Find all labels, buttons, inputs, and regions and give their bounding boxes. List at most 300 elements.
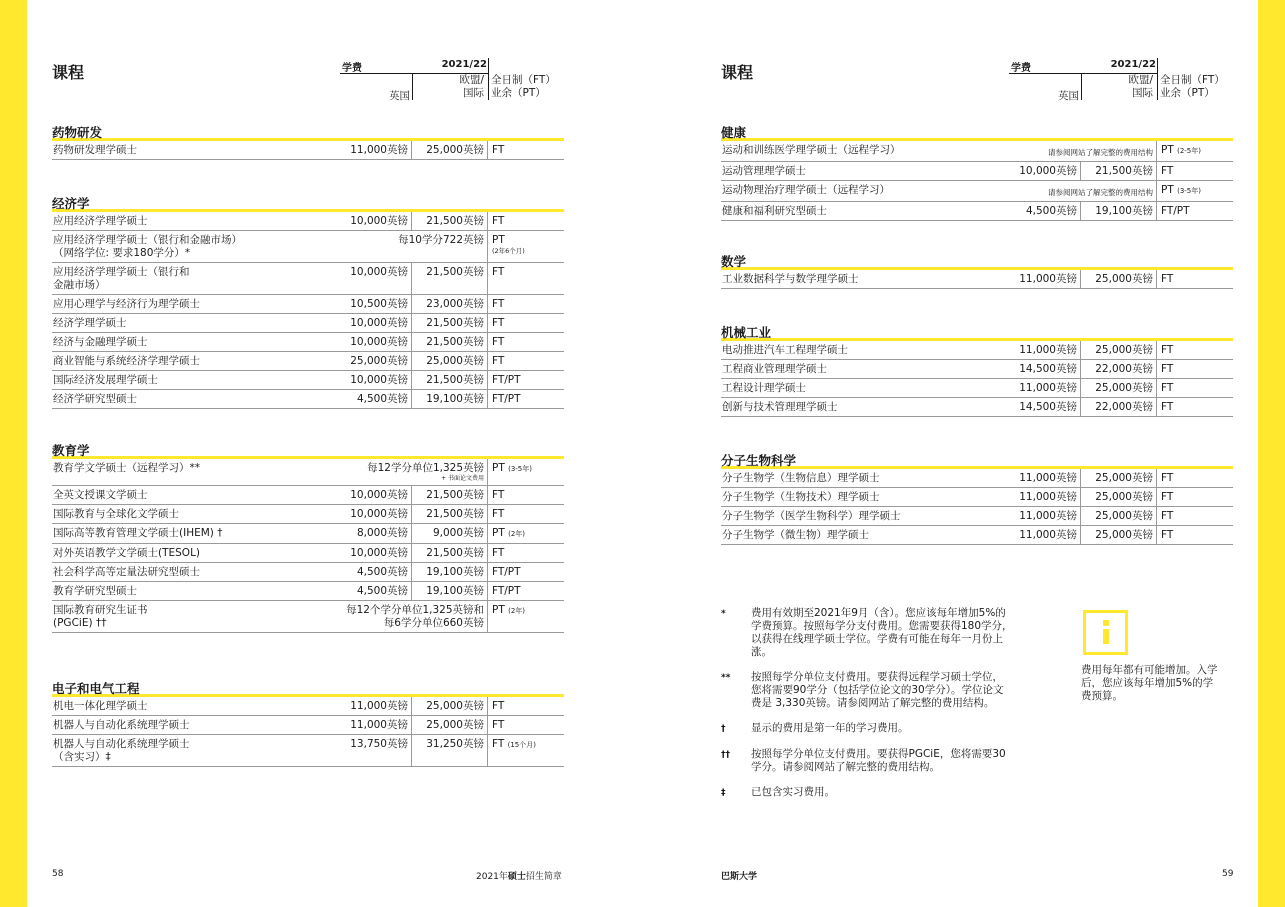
study-mode-text: FT/PT: [492, 585, 521, 597]
info-icon: [1083, 610, 1128, 655]
study-mode: [1157, 162, 1233, 180]
header-mode-line2: 业余（PT）: [491, 87, 546, 99]
table-row: [721, 469, 1233, 488]
program-name-line: 工程设计理学硕士: [722, 382, 806, 394]
table-row: [721, 162, 1233, 181]
fee-uk: 8,000英镑: [340, 524, 412, 543]
program-name: [52, 582, 340, 600]
program-name: [52, 333, 340, 351]
table-row: [52, 352, 564, 371]
footnote-symbol: †: [721, 724, 726, 734]
program-name-line: 机器人与自动化系统理学硕士: [53, 738, 190, 750]
footer-title-bold: 硕士: [507, 872, 526, 882]
right-yellow-edge: [1258, 0, 1285, 907]
program-name-line: 分子生物学（生物技术）理学硕士: [722, 491, 880, 503]
header-fee-label: 学费: [1011, 63, 1031, 74]
section-title: 教育学: [52, 442, 564, 459]
page-number: 58: [52, 869, 64, 879]
study-mode-text: PT: [492, 462, 505, 474]
program-name-line: 国际教育研究生证书: [53, 604, 148, 616]
study-mode-text: FT: [492, 298, 505, 310]
section: [52, 442, 564, 633]
footnote: [721, 748, 1021, 774]
section-title: 经济学: [52, 195, 564, 212]
section-title: 数学: [721, 253, 1233, 270]
fee-intl: 25,000英镑: [412, 716, 488, 734]
study-mode-text: FT: [1161, 273, 1174, 285]
table-row: [721, 181, 1233, 202]
table-row: [721, 141, 1233, 162]
study-mode-text: FT: [492, 489, 505, 501]
section: [721, 452, 1233, 545]
fee-intl: 9,000英镑: [412, 524, 488, 543]
header-fee-label: 学费: [342, 63, 362, 74]
footer-university: 巴斯大学: [721, 872, 758, 882]
program-name-line: 分子生物学（医学生物科学）理学硕士: [722, 510, 901, 522]
header-mode: [491, 74, 556, 100]
table-row: [52, 486, 564, 505]
fee-uk: 4,500英镑: [1009, 202, 1081, 220]
study-mode: [488, 582, 564, 600]
fee-uk: 10,500英镑: [340, 295, 412, 313]
fee-uk: 11,000英镑: [1009, 488, 1081, 506]
header-mode-line1: 全日制（FT）: [491, 74, 556, 86]
study-duration: (2年): [508, 607, 526, 615]
fee-uk: 11,000英镑: [1009, 507, 1081, 525]
fee-uk: 11,000英镑: [1009, 469, 1081, 487]
table-row: [52, 390, 564, 409]
table-row: [721, 526, 1233, 545]
program-name: [52, 459, 340, 485]
study-mode: [1157, 507, 1233, 525]
fee-uk: 13,750英镑: [340, 735, 412, 766]
header-divider: [1081, 74, 1082, 100]
header-mode-line1: 全日制（FT）: [1160, 74, 1225, 86]
fee-uk: 11,000英镑: [1009, 379, 1081, 397]
info-icon-stem: [1103, 629, 1109, 644]
section: [721, 324, 1233, 417]
study-mode-text: FT: [1161, 401, 1174, 413]
study-mode-text: FT/PT: [492, 374, 521, 386]
section: [52, 680, 564, 767]
table-row: [721, 270, 1233, 289]
fee-combined-text: 请参阅网站了解完整的费用结构: [1048, 148, 1153, 157]
study-mode-text: PT: [492, 604, 505, 616]
footnote-text: 已包含实习费用。: [751, 786, 835, 798]
header-divider: [488, 58, 489, 100]
program-name-line: 经济学理学硕士: [53, 317, 127, 329]
footnote: [721, 607, 1021, 659]
fee-uk: 10,000英镑: [340, 505, 412, 523]
footer-title: [476, 869, 562, 882]
section-title: 电子和电气工程: [52, 680, 564, 697]
program-name-line: 应用经济学理学硕士（银行和: [53, 266, 190, 278]
study-mode: [488, 544, 564, 562]
program-name-line: 对外英语教学文学硕士(TESOL): [53, 547, 201, 559]
study-duration: (15个月): [507, 741, 536, 749]
fee-intl: 25,000英镑: [412, 141, 488, 159]
study-duration: (2年): [508, 530, 526, 538]
program-name-line: 经济学研究型硕士: [53, 393, 137, 405]
fee-note: + 书面论文费用: [441, 475, 484, 482]
fee-uk: 10,000英镑: [340, 486, 412, 504]
fee-intl: 25,000英镑: [1081, 341, 1157, 359]
program-name: [52, 716, 340, 734]
section-title: 健康: [721, 124, 1233, 141]
table-row: [721, 360, 1233, 379]
study-mode-text: PT: [492, 527, 505, 539]
program-name: [52, 352, 340, 370]
section-title: 机械工业: [721, 324, 1233, 341]
fee-intl: 21,500英镑: [412, 333, 488, 351]
program-name: [52, 697, 340, 715]
fee-combined-text: 每12个学分单位1,325英镑和: [346, 604, 484, 616]
table-row: [52, 735, 564, 767]
study-mode: [488, 352, 564, 370]
program-name-line: 运动管理理学硕士: [722, 165, 806, 177]
program-name-line: 教育学研究型硕士: [53, 585, 137, 597]
program-name-line: 经济与金融理学硕士: [53, 336, 148, 348]
footnote-text: 显示的费用是第一年的学习费用。: [751, 722, 909, 734]
fee-combined: [340, 459, 488, 485]
program-name-line: 国际高等教育管理文学硕士(IHEM) †: [53, 527, 223, 539]
footnote-text: 费用有效期至2021年9月（含）。您应该每年增加5%的学费预算。按照每学分支付费用。您需要获得180学分，以获得在线理学硕士学位。学费有可能在每年一月份上涨。: [751, 607, 1013, 658]
study-mode: [488, 486, 564, 504]
study-mode: [488, 716, 564, 734]
study-mode: [488, 295, 564, 313]
program-name-line: 健康和福利研究型硕士: [722, 205, 827, 217]
table-row: [52, 697, 564, 716]
page-number: 59: [1222, 869, 1234, 879]
fee-combined: [1009, 181, 1157, 201]
fee-uk: 10,000英镑: [340, 263, 412, 294]
program-name-line: 教育学文学硕士（远程学习）**: [53, 462, 200, 474]
study-mode-text: FT: [492, 317, 505, 329]
program-name: [721, 162, 1009, 180]
program-name: [721, 141, 1009, 161]
table-row: [52, 505, 564, 524]
table-row: [52, 524, 564, 544]
program-name-line: 工业数据科学与数学理学硕士: [722, 273, 859, 285]
study-mode: [1157, 341, 1233, 359]
fee-combined: [340, 601, 488, 632]
program-name-line2: （含实习）‡: [53, 751, 111, 763]
study-mode: [1157, 526, 1233, 544]
program-name-line: 社会科学高等定量法研究型硕士: [53, 566, 200, 578]
study-mode-text: FT: [492, 719, 505, 731]
study-mode-text: FT: [1161, 491, 1174, 503]
right-page: [721, 0, 1233, 907]
study-mode: [488, 601, 564, 632]
footnotes: [721, 607, 1021, 812]
program-name: [52, 524, 340, 543]
study-mode: [488, 390, 564, 408]
fee-intl: 25,000英镑: [1081, 488, 1157, 506]
program-name: [721, 270, 1009, 288]
study-mode: [1157, 379, 1233, 397]
table-row: [52, 333, 564, 352]
fee-uk: 10,000英镑: [340, 212, 412, 230]
fee-uk: 14,500英镑: [1009, 398, 1081, 416]
program-name-line2: (PGCiE) ††: [53, 617, 107, 629]
fee-combined-text: 每12学分单位1,325英镑: [367, 462, 484, 474]
header-intl-line2: 国际: [1132, 87, 1153, 99]
fee-intl: 31,250英镑: [412, 735, 488, 766]
fee-intl: 23,000英镑: [412, 295, 488, 313]
fee-intl: 21,500英镑: [412, 505, 488, 523]
footnote-symbol: ††: [721, 750, 730, 760]
fee-uk: 10,000英镑: [340, 314, 412, 332]
fee-intl: 21,500英镑: [1081, 162, 1157, 180]
fee-uk: 11,000英镑: [340, 141, 412, 159]
study-mode-text: FT: [1161, 382, 1174, 394]
table-row: [52, 544, 564, 563]
study-mode: [1157, 270, 1233, 288]
program-name: [52, 601, 340, 632]
program-name-line: 机电一体化理学硕士: [53, 700, 148, 712]
study-mode: [488, 231, 564, 262]
header-divider: [412, 74, 413, 100]
fee-intl: 19,100英镑: [412, 390, 488, 408]
fee-intl: 25,000英镑: [1081, 379, 1157, 397]
study-mode-text: FT: [492, 336, 505, 348]
program-name: [52, 544, 340, 562]
fee-intl: 19,100英镑: [412, 582, 488, 600]
footnote-symbol: ‡: [721, 788, 726, 798]
fee-intl: 19,100英镑: [412, 563, 488, 581]
fee-intl: 21,500英镑: [412, 212, 488, 230]
section: [721, 253, 1233, 289]
study-mode: [488, 141, 564, 159]
footnote: [721, 671, 1021, 710]
footnote: [721, 722, 1021, 736]
program-name-line: 全英文授课文学硕士: [53, 489, 148, 501]
fee-uk: 11,000英镑: [340, 697, 412, 715]
study-mode: [488, 263, 564, 294]
program-name-line: 国际经济发展理学硕士: [53, 374, 158, 386]
table-row: [52, 563, 564, 582]
program-name-line: 运动和训练医学理学硕士（远程学习）: [722, 144, 901, 156]
fee-combined: [340, 231, 488, 262]
program-name-line: 药物研发理学硕士: [53, 144, 137, 156]
study-mode-text: FT/PT: [492, 566, 521, 578]
fee-uk: 10,000英镑: [1009, 162, 1081, 180]
header-intl-line1: 欧盟/: [459, 74, 484, 86]
program-name-line2: （网络学位: 要求180学分）*: [53, 247, 191, 259]
study-mode-text: FT: [1161, 529, 1174, 541]
table-row: [52, 263, 564, 295]
program-name: [52, 486, 340, 504]
fee-intl: 21,500英镑: [412, 544, 488, 562]
table-header: [721, 58, 1233, 102]
study-mode: [1157, 469, 1233, 487]
program-name-line: 分子生物学（微生物）理学硕士: [722, 529, 869, 541]
table-row: [52, 231, 564, 263]
footer-title-part1: 2021年: [476, 872, 508, 882]
fee-uk: 11,000英镑: [1009, 270, 1081, 288]
header-intl: [1083, 74, 1153, 100]
program-name-line: 运动物理治疗理学硕士（远程学习）: [722, 184, 890, 196]
fee-uk: 10,000英镑: [340, 333, 412, 351]
study-mode: [1157, 360, 1233, 378]
program-name-line: 电动推进汽车工程理学硕士: [722, 344, 848, 356]
program-name-line: 工程商业管理理学硕士: [722, 363, 827, 375]
study-mode-text: FT: [1161, 363, 1174, 375]
table-row: [52, 459, 564, 486]
fee-intl: 25,000英镑: [1081, 507, 1157, 525]
header-intl-line1: 欧盟/: [1128, 74, 1153, 86]
fee-uk: 11,000英镑: [1009, 341, 1081, 359]
fee-intl: 25,000英镑: [412, 352, 488, 370]
fee-intl: 21,500英镑: [412, 371, 488, 389]
study-mode-text: FT: [492, 547, 505, 559]
table-row: [721, 488, 1233, 507]
header-year: 2021/22: [441, 59, 487, 70]
section-title: 分子生物科学: [721, 452, 1233, 469]
study-mode-text: FT: [1161, 165, 1174, 177]
table-row: [721, 379, 1233, 398]
study-mode-text: FT: [492, 215, 505, 227]
table-row: [52, 212, 564, 231]
study-duration: (3-5年): [508, 465, 532, 473]
header-intl: [414, 74, 484, 100]
fee-uk: 11,000英镑: [340, 716, 412, 734]
fee-uk: 25,000英镑: [340, 352, 412, 370]
study-mode-text: FT: [1161, 344, 1174, 356]
fee-uk: 4,500英镑: [340, 563, 412, 581]
info-text: 费用每年都有可能增加。入学后，您应该每年增加5%的学费预算。: [1081, 664, 1218, 702]
header-title: 课程: [721, 63, 754, 82]
study-mode-text: FT/PT: [492, 393, 521, 405]
table-header: [52, 58, 564, 102]
study-mode: [488, 524, 564, 543]
program-name: [721, 488, 1009, 506]
study-mode: [488, 459, 564, 485]
program-name-line: 机器人与自动化系统理学硕士: [53, 719, 190, 731]
section: [721, 124, 1233, 221]
table-row: [52, 314, 564, 333]
fee-uk: 14,500英镑: [1009, 360, 1081, 378]
header-intl-line2: 国际: [463, 87, 484, 99]
program-name-line: 应用经济学理学硕士（银行和金融市场）: [53, 234, 242, 246]
program-name: [721, 398, 1009, 416]
study-mode: [1157, 202, 1233, 220]
table-row: [52, 582, 564, 601]
program-name: [52, 390, 340, 408]
study-mode-text: FT: [492, 700, 505, 712]
program-name-line: 国际教育与全球化文学硕士: [53, 508, 179, 520]
program-name-line: 应用经济学理学硕士: [53, 215, 148, 227]
fee-intl: 22,000英镑: [1081, 360, 1157, 378]
footnote-symbol: *: [721, 609, 726, 619]
study-mode: [1157, 488, 1233, 506]
fee-intl: 25,000英镑: [1081, 469, 1157, 487]
study-mode: [488, 697, 564, 715]
footer-title-part2: 招生简章: [525, 872, 562, 882]
fee-intl: 19,100英镑: [1081, 202, 1157, 220]
info-icon-dot: [1103, 620, 1109, 626]
program-name: [52, 231, 340, 262]
header-uk: 英国: [389, 90, 410, 102]
program-name: [52, 371, 340, 389]
footnote-text: 按照每学分单位支付费用。要获得PGCiE，您将需要30学分。请参阅网站了解完整的费用结构。: [751, 748, 1006, 773]
study-mode-text: FT: [492, 738, 505, 750]
header-mode-line2: 业余（PT）: [1160, 87, 1215, 99]
program-name: [721, 181, 1009, 201]
study-mode-text: FT: [1161, 472, 1174, 484]
fee-uk: 10,000英镑: [340, 544, 412, 562]
program-name: [721, 526, 1009, 544]
program-name-line: 商业智能与系统经济学理学硕士: [53, 355, 200, 367]
program-name: [721, 507, 1009, 525]
fee-intl: 22,000英镑: [1081, 398, 1157, 416]
table-row: [721, 202, 1233, 221]
table-row: [721, 507, 1233, 526]
header-title: 课程: [52, 63, 85, 82]
fee-intl: 21,500英镑: [412, 263, 488, 294]
study-duration: (2-5年): [1177, 147, 1201, 155]
table-row: [52, 295, 564, 314]
footnote: [721, 786, 1021, 800]
program-name: [52, 314, 340, 332]
table-row: [721, 398, 1233, 417]
program-name: [721, 469, 1009, 487]
header-uk: 英国: [1058, 90, 1079, 102]
header-year: 2021/22: [1110, 59, 1156, 70]
study-mode: [488, 314, 564, 332]
fee-uk: 10,000英镑: [340, 371, 412, 389]
section: [52, 195, 564, 409]
fee-combined-text2: 每6学分单位660英镑: [383, 617, 484, 629]
section: [52, 124, 564, 160]
program-name-line: 分子生物学（生物信息）理学硕士: [722, 472, 880, 484]
study-mode: [1157, 141, 1233, 161]
fee-intl: 25,000英镑: [1081, 526, 1157, 544]
study-mode-text: PT: [492, 234, 505, 246]
fee-intl: 25,000英镑: [412, 697, 488, 715]
fee-intl: 21,500英镑: [412, 314, 488, 332]
program-name: [52, 141, 340, 159]
study-mode-text: FT: [492, 144, 505, 156]
program-name: [52, 563, 340, 581]
fee-intl: 21,500英镑: [412, 486, 488, 504]
study-mode-text: FT/PT: [1161, 205, 1190, 217]
left-page: [52, 0, 564, 907]
program-name-line2: 金融市场）: [53, 279, 106, 291]
table-row: [52, 371, 564, 390]
left-yellow-edge: [0, 0, 27, 907]
program-name-line: 应用心理学与经济行为理学硕士: [53, 298, 200, 310]
program-name: [52, 212, 340, 230]
study-mode-text: PT: [1161, 184, 1174, 196]
study-mode: [488, 735, 564, 766]
program-name: [721, 360, 1009, 378]
study-mode-text: FT: [1161, 510, 1174, 522]
study-duration: (3-5年): [1177, 187, 1201, 195]
study-mode-text: FT: [492, 508, 505, 520]
fee-combined: [1009, 141, 1157, 161]
table-row: [52, 716, 564, 735]
program-name: [52, 735, 340, 766]
fee-combined-text: 请参阅网站了解完整的费用结构: [1048, 188, 1153, 197]
study-mode: [488, 371, 564, 389]
study-mode-text: PT: [1161, 144, 1174, 156]
fee-intl: 25,000英镑: [1081, 270, 1157, 288]
study-mode: [1157, 398, 1233, 416]
section-title: 药物研发: [52, 124, 564, 141]
program-name: [52, 505, 340, 523]
table-row: [52, 141, 564, 160]
